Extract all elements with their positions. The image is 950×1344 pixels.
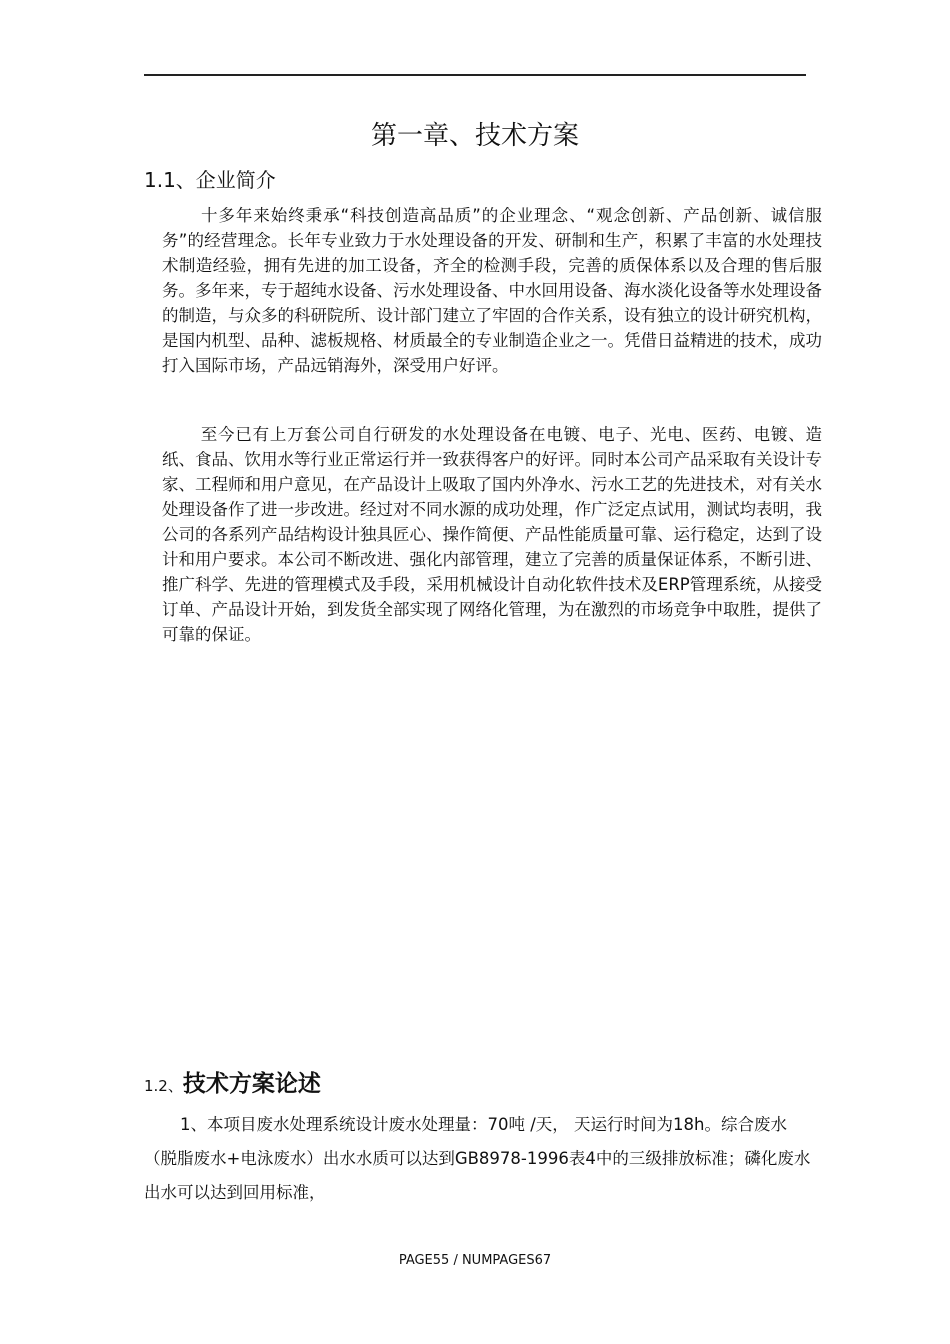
paragraph-company-intro-1: [162, 203, 822, 378]
section-title-text: 技术方案论述: [182, 1071, 321, 1097]
paragraph-text: 至今已有上万套公司自行研发的水处理设备在电镀、电子、光电、医药、电镀、造纸、食品、饮用水等行业正常运行并一致获得客户的好评。同时本公司产品采取有关设计专家、工程师和用户意见，在产品设计上吸取了国内外净水、污水工艺的先进技术，对有关水处理设备作了进一步改进。经过对不同水源的成功处理，作广泛定点试用，测试均表明，我公司的各系列产品结构设计独具匠心、操作简便、产品性能质量可靠、运行稳定，达到了设计和用户要求。本公司不断改进、强化内部管理，建立了完善的质量保证体系，不断引进、推广科学、先进的管理模式及手段，采用机械设计自动化软件技术及ERP管理系统，从接受订单、产品设计开始，到发货全部实现了网络化管理，为在激烈的市场竞争中取胜，提供了可靠的保证。: [162, 425, 822, 644]
header-rule: [144, 74, 806, 76]
section-title-tech-plan: [144, 1066, 321, 1104]
section-title-company-intro: 1.1、企业简介: [144, 168, 276, 192]
section-number: 1.2、: [144, 1077, 183, 1095]
paragraph-text: 十多年来始终秉承“科技创造高品质”的企业理念、“观念创新、产品创新、诚信服务”的经营理念。长年专业致力于水处理设备的开发、研制和生产，积累了丰富的水处理技术制造经验，拥有先进的加工设备，齐全的检测手段，完善的质保体系以及合理的售后服务。多年来，专于超纯水设备、污水处理设备、中水回用设备、海水淡化设备等水处理设备的制造，与众多的科研院所、设计部门建立了牢固的合作关系，设有独立的设计研究机构，是国内机型、品种、滤板规格、材质最全的专业制造企业之一。凭借日益精进的技术，成功打入国际市场，产品远销海外，深受用户好评。: [162, 206, 822, 375]
chapter-title: 第一章、技术方案: [370, 121, 579, 151]
paragraph-tech-plan: [144, 1108, 812, 1210]
paragraph-company-intro-2: [162, 422, 822, 647]
paragraph-text: 1、本项目废水处理系统设计废水处理量：70吨 /天， 天运行时间为18h。综合废水（脱脂废水+电泳废水）出水水质可以达到GB8978-1996表4中的三级排放标准；磷化废水出水可以达到回用标准，: [144, 1115, 811, 1202]
page-footer: PAGE55 / NUMPAGES67: [398, 1253, 552, 1268]
